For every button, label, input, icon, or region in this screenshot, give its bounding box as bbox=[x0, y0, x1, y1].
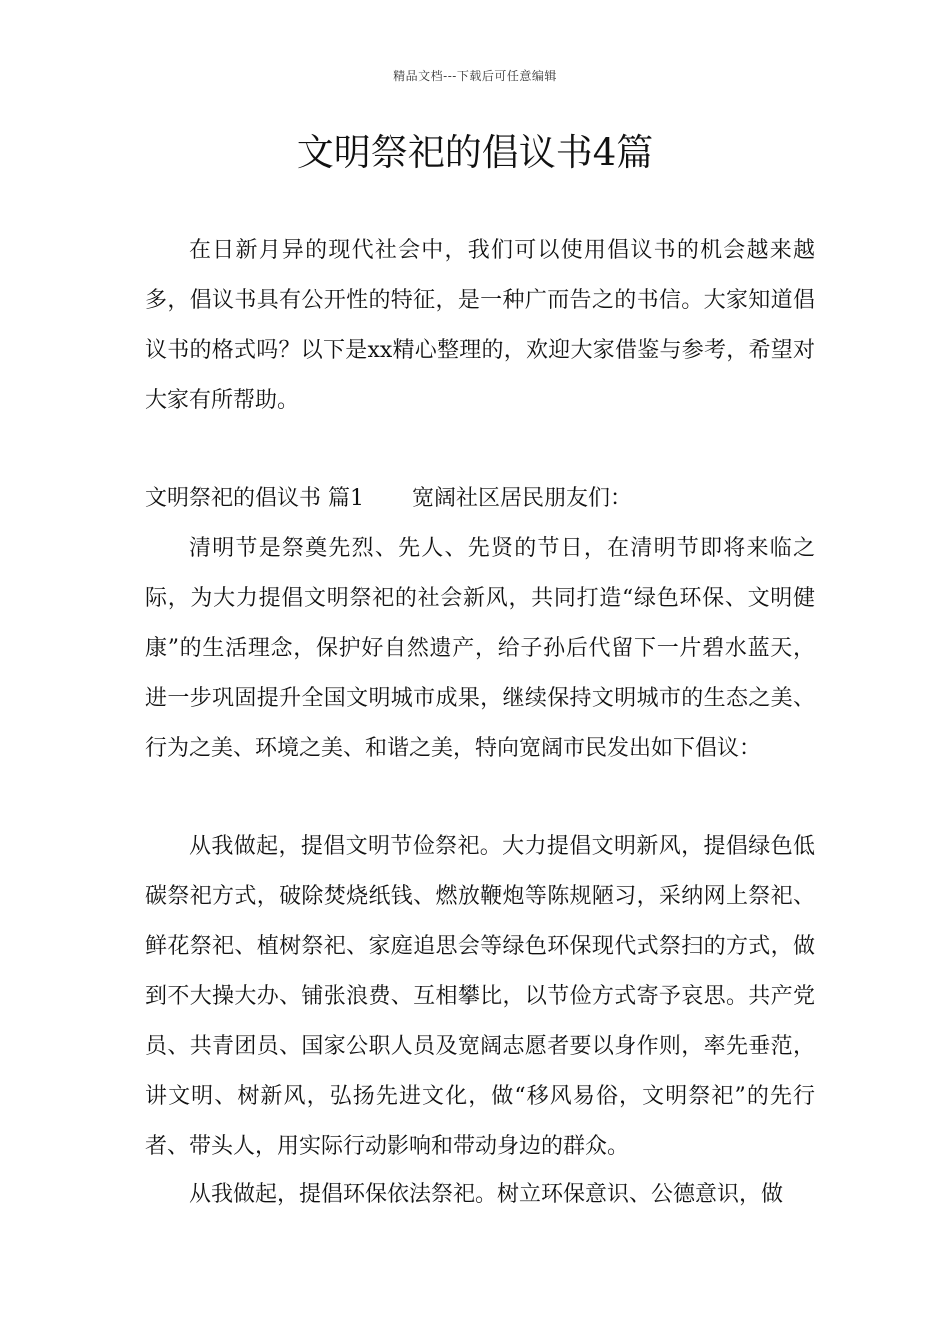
body-paragraph: 从我做起，提倡环保依法祭祀。树立环保意识、公德意识，做 bbox=[189, 1182, 784, 1207]
document-title: 文明祭祀的倡议书4篇 bbox=[296, 131, 654, 174]
section-title: 文明祭祀的倡议书 篇1 bbox=[145, 486, 364, 511]
section-heading bbox=[145, 474, 815, 524]
intro-paragraph: 在日新月异的现代社会中，我们可以使用倡议书的机会越来越多，倡议书具有公开性的特征，是一种广而告之的书信。大家知道倡议书的格式吗？以下是xx精心整理的，欢迎大家借鉴与参考，希望对大家有所帮助。 bbox=[145, 238, 815, 413]
header-note: 精品文档---下载后可任意编辑 bbox=[393, 69, 557, 83]
body-paragraph: 清明节是祭奠先烈、先人、先贤的节日，在清明节即将来临之际，为大力提倡文明祭祀的社会新风，共同打造“绿色环保、文明健康”的生活理念，保护好自然遗产，给子孙后代留下一片碧水蓝天，进一步巩固提升全国文明城市成果，继续保持文明城市的生态之美、行为之美、环境之美、和谐之美，特向宽阔市民发出如下倡议： bbox=[145, 536, 815, 761]
body-paragraph: 从我做起，提倡文明节俭祭祀。大力提倡文明新风，提倡绿色低碳祭祀方式，破除焚烧纸钱、燃放鞭炮等陈规陋习，采纳网上祭祀、鲜花祭祀、植树祭祀、家庭追思会等绿色环保现代式祭扫的方式，做到不大操大办、铺张浪费、互相攀比，以节俭方式寄予哀思。共产党员、共青团员、国家公职人员及宽阔志愿者要以身作则，率先垂范，讲文明、树新风，弘扬先进文化，做“移风易俗，文明祭祀”的先行者、带头人，用实际行动影响和带动身边的群众。 bbox=[145, 834, 815, 1159]
salutation: 宽阔社区居民朋友们： bbox=[412, 486, 633, 511]
